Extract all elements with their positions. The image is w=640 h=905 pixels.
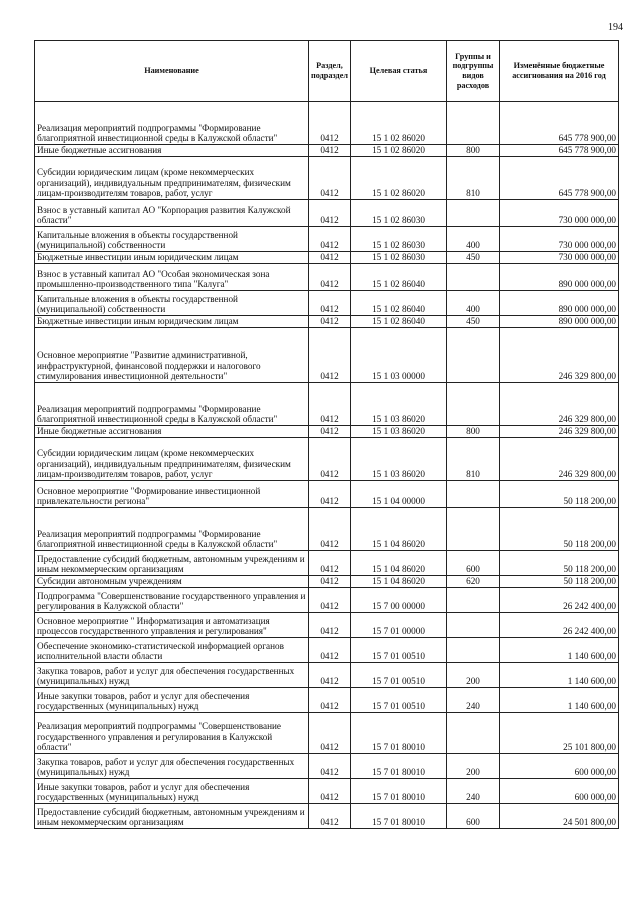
row-section: 0412 [309,316,351,328]
row-section: 0412 [309,102,351,145]
row-expense-type [447,200,500,227]
row-article: 15 7 01 00510 [351,688,447,713]
row-article: 15 1 04 00000 [351,481,447,508]
table-header-row [35,41,619,102]
row-expense-type [447,638,500,663]
header-section: Раздел, подраздел [309,41,351,102]
row-expense-type: 810 [447,157,500,200]
row-section: 0412 [309,713,351,754]
row-amount: 645 778 900,00 [500,145,619,157]
row-article: 15 1 02 86030 [351,200,447,227]
table-row [35,102,619,145]
row-name: Основное мероприятие " Информатизация и автоматизация процессов государственного управления и регулирования" [35,613,309,638]
header-amount: Изменённые бюджетные ассигнования на 2016 год [500,41,619,102]
row-section: 0412 [309,200,351,227]
row-expense-type: 240 [447,779,500,804]
row-section: 0412 [309,588,351,613]
table-row [35,663,619,688]
row-amount: 246 329 800,00 [500,438,619,481]
row-name: Основное мероприятие "Формирование инвестиционной привлекательности региона" [35,481,309,508]
row-amount: 50 118 200,00 [500,576,619,588]
row-amount: 730 000 000,00 [500,252,619,264]
row-article: 15 1 04 86020 [351,508,447,551]
row-section: 0412 [309,663,351,688]
row-expense-type: 200 [447,663,500,688]
row-amount: 246 329 800,00 [500,383,619,426]
row-name: Реализация мероприятий подпрограммы "Совершенствование государственного управления и регулирования в Калужской области" [35,713,309,754]
row-expense-type [447,508,500,551]
row-section: 0412 [309,688,351,713]
row-expense-type: 400 [447,291,500,316]
row-article: 15 1 03 86020 [351,383,447,426]
row-section: 0412 [309,804,351,829]
row-name: Основное мероприятие "Развитие административной, инфраструктурной, финансовой поддержки и налогового стимулирования инвестиционной деятельности" [35,328,309,383]
row-article: 15 7 01 80010 [351,713,447,754]
row-article: 15 7 01 00000 [351,613,447,638]
row-article: 15 1 03 00000 [351,328,447,383]
row-amount: 1 140 600,00 [500,663,619,688]
row-amount: 26 242 400,00 [500,588,619,613]
row-expense-type: 240 [447,688,500,713]
row-name: Иные закупки товаров, работ и услуг для обеспечения государственных (муниципальных) нужд [35,688,309,713]
table-row [35,145,619,157]
row-expense-type: 200 [447,754,500,779]
row-section: 0412 [309,613,351,638]
row-section: 0412 [309,227,351,252]
row-article: 15 7 01 00510 [351,663,447,688]
row-section: 0412 [309,383,351,426]
row-amount: 645 778 900,00 [500,102,619,145]
row-section: 0412 [309,754,351,779]
row-amount: 890 000 000,00 [500,291,619,316]
row-amount: 1 140 600,00 [500,638,619,663]
row-name: Капитальные вложения в объекты государственной (муниципальной) собственности [35,227,309,252]
row-section: 0412 [309,481,351,508]
row-section: 0412 [309,779,351,804]
row-expense-type [447,102,500,145]
table-row [35,426,619,438]
row-amount: 1 140 600,00 [500,688,619,713]
row-expense-type [447,588,500,613]
table-row [35,588,619,613]
table-row [35,551,619,576]
row-article: 15 1 02 86030 [351,252,447,264]
row-article: 15 1 02 86020 [351,145,447,157]
row-name: Капитальные вложения в объекты государственной (муниципальной) собственности [35,291,309,316]
row-name: Предоставление субсидий бюджетным, автономным учреждениям и иным некоммерческим организациям [35,804,309,829]
table-row [35,316,619,328]
row-expense-type: 800 [447,426,500,438]
row-amount: 25 101 800,00 [500,713,619,754]
row-name: Субсидии юридическим лицам (кроме некоммерческих организаций), индивидуальным предпринимателям, физическим лицам-производителям товаров, работ, услуг [35,438,309,481]
header-groups: Группы и подгруппы видов расходов [447,41,500,102]
row-name: Бюджетные инвестиции иным юридическим лицам [35,316,309,328]
row-name: Взнос в уставный капитал АО "Особая экономическая зона промышленно-производственного типа "Калуга" [35,264,309,291]
row-article: 15 1 02 86040 [351,316,447,328]
row-article: 15 1 02 86040 [351,264,447,291]
row-expense-type [447,264,500,291]
row-section: 0412 [309,426,351,438]
row-name: Бюджетные инвестиции иным юридическим лицам [35,252,309,264]
row-section: 0412 [309,157,351,200]
row-section: 0412 [309,252,351,264]
row-name: Иные закупки товаров, работ и услуг для обеспечения государственных (муниципальных) нужд [35,779,309,804]
row-amount: 246 329 800,00 [500,328,619,383]
row-article: 15 7 01 80010 [351,779,447,804]
row-amount: 50 118 200,00 [500,508,619,551]
row-name: Закупка товаров, работ и услуг для обеспечения государственных (муниципальных) нужд [35,754,309,779]
row-name: Реализация мероприятий подпрограммы "Формирование благоприятной инвестиционной среды в Калужской области" [35,383,309,426]
row-section: 0412 [309,551,351,576]
page-number: 194 [608,22,623,33]
row-amount: 600 000,00 [500,754,619,779]
table-row [35,481,619,508]
row-amount: 50 118 200,00 [500,481,619,508]
header-name: Наименование [35,41,309,102]
table-row [35,291,619,316]
table-row [35,779,619,804]
row-article: 15 1 03 86020 [351,426,447,438]
row-article: 15 7 01 00510 [351,638,447,663]
table-row [35,508,619,551]
row-article: 15 1 04 86020 [351,576,447,588]
table-row [35,713,619,754]
table-row [35,688,619,713]
row-name: Закупка товаров, работ и услуг для обеспечения государственных (муниципальных) нужд [35,663,309,688]
table-row [35,264,619,291]
row-expense-type [447,713,500,754]
row-amount: 730 000 000,00 [500,200,619,227]
table-row [35,613,619,638]
row-section: 0412 [309,576,351,588]
table-row [35,252,619,264]
table-row [35,576,619,588]
table-row [35,157,619,200]
row-expense-type: 810 [447,438,500,481]
row-expense-type [447,383,500,426]
row-section: 0412 [309,508,351,551]
row-section: 0412 [309,638,351,663]
row-expense-type [447,328,500,383]
row-name: Реализация мероприятий подпрограммы "Формирование благоприятной инвестиционной среды в Калужской области" [35,508,309,551]
row-article: 15 7 01 80010 [351,754,447,779]
row-article: 15 7 01 80010 [351,804,447,829]
table-row [35,438,619,481]
row-amount: 26 242 400,00 [500,613,619,638]
row-article: 15 1 02 86040 [351,291,447,316]
row-name: Иные бюджетные ассигнования [35,145,309,157]
row-expense-type: 600 [447,804,500,829]
row-amount: 600 000,00 [500,779,619,804]
table-row [35,638,619,663]
row-expense-type: 450 [447,252,500,264]
header-article: Целевая статья [351,41,447,102]
table-row [35,227,619,252]
row-amount: 246 329 800,00 [500,426,619,438]
row-article: 15 1 02 86020 [351,157,447,200]
row-expense-type: 450 [447,316,500,328]
table-row [35,200,619,227]
row-name: Субсидии автономным учреждениям [35,576,309,588]
row-name: Предоставление субсидий бюджетным, автономным учреждениям и иным некоммерческим организациям [35,551,309,576]
row-name: Подпрограмма "Совершенствование государственного управления и регулирования в Калужской области" [35,588,309,613]
row-article: 15 7 00 00000 [351,588,447,613]
row-amount: 50 118 200,00 [500,551,619,576]
row-expense-type: 600 [447,551,500,576]
row-expense-type [447,481,500,508]
row-expense-type [447,613,500,638]
table-row [35,804,619,829]
row-amount: 890 000 000,00 [500,316,619,328]
row-section: 0412 [309,291,351,316]
row-article: 15 1 02 86030 [351,227,447,252]
row-expense-type: 620 [447,576,500,588]
row-name: Взнос в уставный капитал АО "Корпорация развития Калужской области" [35,200,309,227]
row-expense-type: 400 [447,227,500,252]
row-amount: 730 000 000,00 [500,227,619,252]
row-name: Субсидии юридическим лицам (кроме некоммерческих организаций), индивидуальным предпринимателям, физическим лицам-производителям товаров, работ, услуг [35,157,309,200]
row-amount: 890 000 000,00 [500,264,619,291]
row-article: 15 1 02 86020 [351,102,447,145]
row-name: Иные бюджетные ассигнования [35,426,309,438]
row-section: 0412 [309,438,351,481]
row-section: 0412 [309,145,351,157]
row-section: 0412 [309,328,351,383]
budget-table [34,40,619,829]
row-article: 15 1 04 86020 [351,551,447,576]
table-row [35,328,619,383]
row-amount: 645 778 900,00 [500,157,619,200]
table-row [35,754,619,779]
row-name: Обеспечение экономико-статистической информацией органов исполнительной власти области [35,638,309,663]
row-article: 15 1 03 86020 [351,438,447,481]
table-row [35,383,619,426]
row-amount: 24 501 800,00 [500,804,619,829]
row-expense-type: 800 [447,145,500,157]
row-section: 0412 [309,264,351,291]
row-name: Реализация мероприятий подпрограммы "Формирование благоприятной инвестиционной среды в Калужской области" [35,102,309,145]
